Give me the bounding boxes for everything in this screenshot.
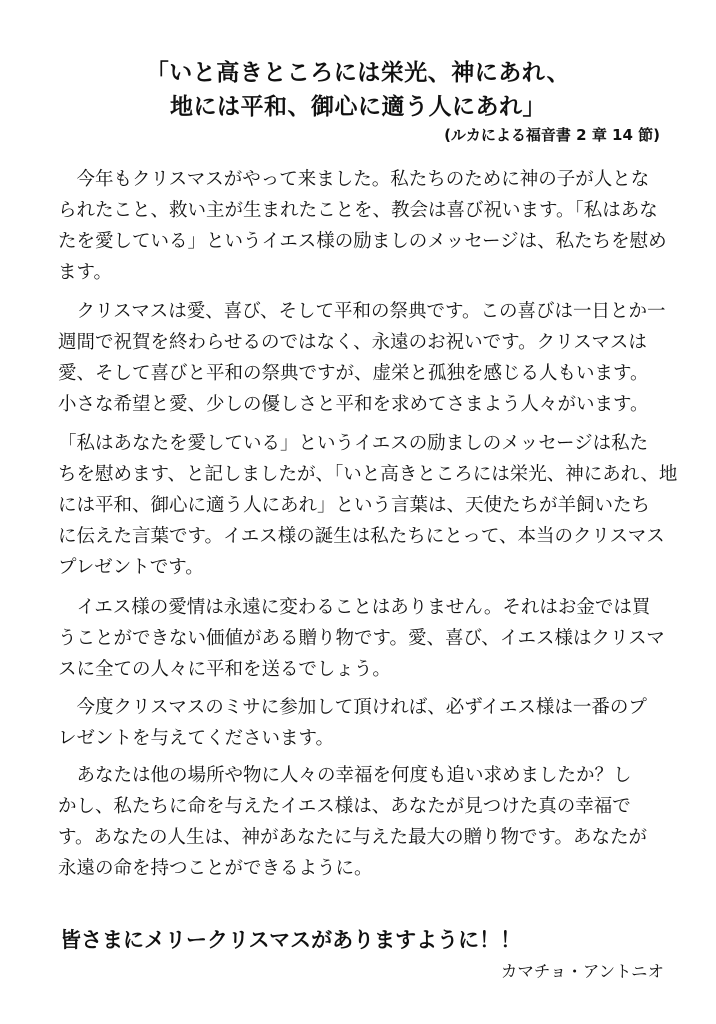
author-signature: カマチョ・アントニオ xyxy=(500,962,664,981)
paragraph-line: プレゼントです。 xyxy=(58,557,204,578)
title-line-2: 地には平和、御心に適う人にあれ」 xyxy=(170,94,546,120)
paragraph-line: 小さな希望と愛、少しの優しさと平和を求めてさまよう人々がいます。 xyxy=(58,394,649,415)
closing-greeting: 皆さまにメリークリスマスがありますように！！ xyxy=(60,928,522,952)
paragraph-line: レゼントを与えてくださいます。 xyxy=(58,728,335,749)
paragraph-line: 愛、そして喜びと平和の祭典ですが、虚栄と孤独を感じる人もいます。 xyxy=(58,363,649,384)
paragraph-line: うことができない価値がある贈り物です。愛、喜び、イエス様はクリスマ xyxy=(58,628,665,649)
paragraph-2 xyxy=(58,296,668,420)
paragraph-5 xyxy=(58,692,668,754)
paragraph-line: られたこと、救い主が生まれたことを、教会は喜び祝います。「私はあな xyxy=(58,200,658,221)
paragraph-line: 今度クリスマスのミサに参加して頂ければ、必ずイエス様は一番のプ xyxy=(58,697,647,718)
paragraph-line: スに全ての人々に平和を送るでしょう。 xyxy=(58,659,391,680)
paragraph-line: 今年もクリスマスがやって来ました。私たちのために神の子が人とな xyxy=(58,169,650,190)
paragraph-line: す。あなたの人生は、神があなたに与えた最大の贈り物です。あなたが xyxy=(58,827,648,848)
scripture-citation: (ルカによる福音書 2 章 14 節) xyxy=(444,126,660,144)
paragraph-line: クリスマスは愛、喜び、そして平和の祭典です。この喜びは一日とか一 xyxy=(58,301,666,322)
paragraph-line: 週間で祝賀を終わらせるのではなく、永遠のお祝いです。クリスマスは xyxy=(58,332,647,353)
paragraph-4 xyxy=(58,592,668,685)
paragraph-line: たを愛している」というイエス様の励ましのメッセージは、私たちを慰め xyxy=(58,231,667,252)
paragraph-line: に伝えた言葉です。イエス様の誕生は私たちにとって、本当のクリスマス xyxy=(58,526,665,547)
paragraph-1 xyxy=(58,164,668,288)
paragraph-line: イエス様の愛情は永遠に変わることはありません。それはお金では買 xyxy=(58,597,651,618)
paragraph-line: には平和、御心に適う人にあれ」という言葉は、天使たちが羊飼いたち xyxy=(58,495,651,516)
title-line-1: 「いと高きところには栄光、神にあれ、 xyxy=(145,60,571,86)
paragraph-6 xyxy=(58,760,668,884)
paragraph-line: 永遠の命を持つことができるように。 xyxy=(58,858,373,879)
paragraph-line: あなたは他の場所や物に人々の幸福を何度も追い求めましたか？し xyxy=(58,765,632,786)
paragraph-line: 「私はあなたを愛している」というイエスの励ましのメッセージは私た xyxy=(58,433,649,454)
paragraph-line: ちを慰めます、と記しましたが、「いと高きところには栄光、神にあれ、地 xyxy=(58,464,678,485)
paragraph-3 xyxy=(58,428,678,583)
paragraph-line: かし、私たちに命を与えたイエス様は、あなたが見つけた真の幸福で xyxy=(58,796,631,817)
paragraph-line: ます。 xyxy=(58,262,113,283)
